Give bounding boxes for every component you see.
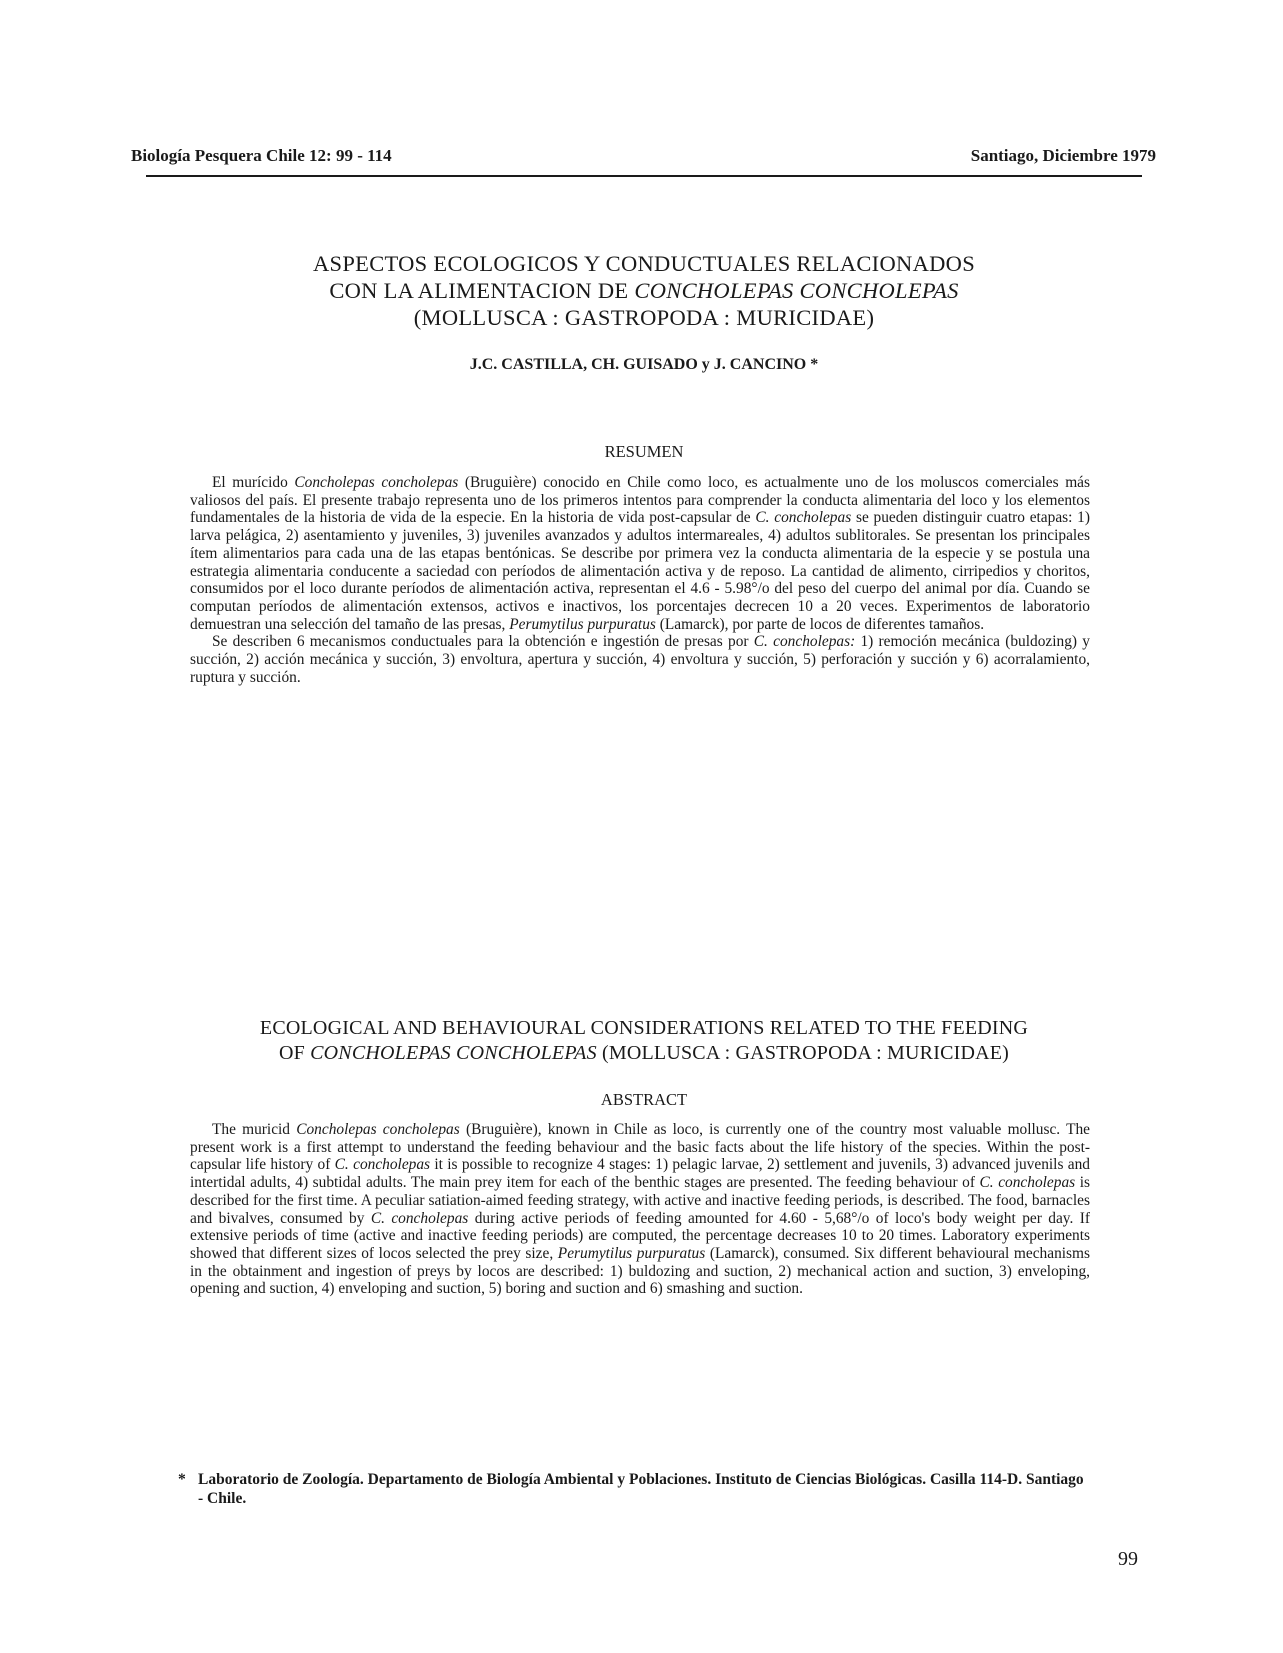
affiliation-footnote (178, 1470, 1090, 1508)
journal-citation: Biología Pesquera Chile 12: 99 - 114 (131, 146, 392, 165)
header-rule (146, 175, 1142, 177)
resumen-paragraph-2: Se describen 6 mecanismos conductuales para la obtención e ingestión de presas por C. concholepas: 1) remoción mecánica (buldozing) y succión, 2) acción mecánica y succión, 3) envoltura, apertura y succión, 4) envoltura y succión, 5) perforación y succión y 6) acorralamiento, ruptura y succión. (190, 633, 1090, 686)
species-name: CONCHOLEPAS CONCHOLEPAS (634, 278, 959, 303)
footnote-text: Laboratorio de Zoología. Departamento de Biología Ambiental y Poblaciones. Instituto de Ciencias Biológicas. Casilla 114-D. Santiago - Chile. (198, 1471, 1084, 1507)
abstract-paragraph-1: The muricid Concholepas concholepas (Bruguière), known in Chile as loco, is currently one of the country most valuable mollusc. The present work is a first attempt to understand the feeding behaviour and the basic facts about the life history of the species. Within the post-capsular life history of C. concholepas it is possible to recognize 4 stages: 1) pelagic larvae, 2) settlement and juvenils, 3) advanced juvenils and intertidal adults, 4) subtidal adults. The main prey item for each of the benthic stages are presented. The feeding behaviour of C. concholepas is described for the first time. A peculiar satiation-aimed feeding strategy, with active and inactive feeding periods, is described. The food, barnacles and bivalves, consumed by C. concholepas during active periods of feeding amounted for 4.60 - 5,68°/o of loco's body weight per day. If extensive periods of time (active and inactive feeding periods) are computed, the percentage decreases 10 to 20 times. Laboratory experiments showed that different sizes of locos selected the prey size, Perumytilus purpuratus (Lamarck), consumed. Six different behavioural mechanisms in the obtainment and ingestion of preys by locos are described: 1) buldozing and suction, 2) mechanical action and suction, 3) enveloping, opening and suction, 4) enveloping and suction, 5) boring and suction and 6) smashing and suction. (190, 1121, 1091, 1298)
english-title-line-2: OF CONCHOLEPAS CONCHOLEPAS (MOLLUSCA : GASTROPODA : MURICIDAE) (278, 1042, 1010, 1064)
resumen-body (190, 474, 1090, 686)
species-name: CONCHOLEPAS CONCHOLEPAS (310, 1042, 597, 1064)
spanish-title-line-2: CON LA ALIMENTACION DE CONCHOLEPAS CONCHOLEPAS (329, 278, 959, 303)
abstract-heading: ABSTRACT (600, 1090, 688, 1109)
resumen-heading: RESUMEN (604, 442, 684, 461)
authors: J.C. CASTILLA, CH. GUISADO y J. CANCINO * (469, 356, 819, 373)
page-number: 99 (1118, 1548, 1138, 1570)
footnote-mark: * (178, 1471, 186, 1488)
resumen-paragraph-1: El murícido Concholepas concholepas (Bruguière) conocido en Chile como loco, es actualmente uno de los moluscos comerciales más valiosos del país. El presente trabajo representa uno de los primeros intentos para comprender la conducta alimentaria del loco y los elementos fundamentales de la historia de vida de la especie. En la historia de vida post-capsular de C. concholepas se pueden distinguir cuatro etapas: 1) larva pelágica, 2) asentamiento y juveniles, 3) juveniles avanzados y adultos intermareales, 4) adultos sublitorales. Se presentan los principales ítem alimentarios para cada una de las etapas bentónicas. Se describe por primera vez la conducta alimentaria de la especie y se postula una estrategia alimentaria conducente a saciedad con períodos de alimentación activa y de reposo. La cantidad de alimento, cirripedios y choritos, consumidos por el loco durante períodos de alimentación activa, representan el 4.6 - 5.98°/o del peso del cuerpo del animal por día. Cuando se computan períodos de alimentación extensos, activos e inactivos, los porcentajes decrecen 10 a 20 veces. Experimentos de laboratorio demuestran una selección del tamaño de las presas, Perumytilus purpuratus (Lamarck), por parte de locos de diferentes tamaños. (190, 474, 1090, 633)
spanish-title-line-3: (MOLLUSCA : GASTROPODA : MURICIDAE) (413, 305, 875, 330)
abstract-body (190, 1121, 1090, 1298)
spanish-title (146, 250, 1142, 331)
publication-place-date: Santiago, Diciembre 1979 (970, 146, 1156, 165)
english-title (146, 1016, 1142, 1066)
spanish-title-line-1: ASPECTOS ECOLOGICOS Y CONDUCTUALES RELACIONADOS (312, 251, 976, 276)
english-title-line-1: ECOLOGICAL AND BEHAVIOURAL CONSIDERATIONS RELATED TO THE FEEDING (259, 1017, 1029, 1039)
